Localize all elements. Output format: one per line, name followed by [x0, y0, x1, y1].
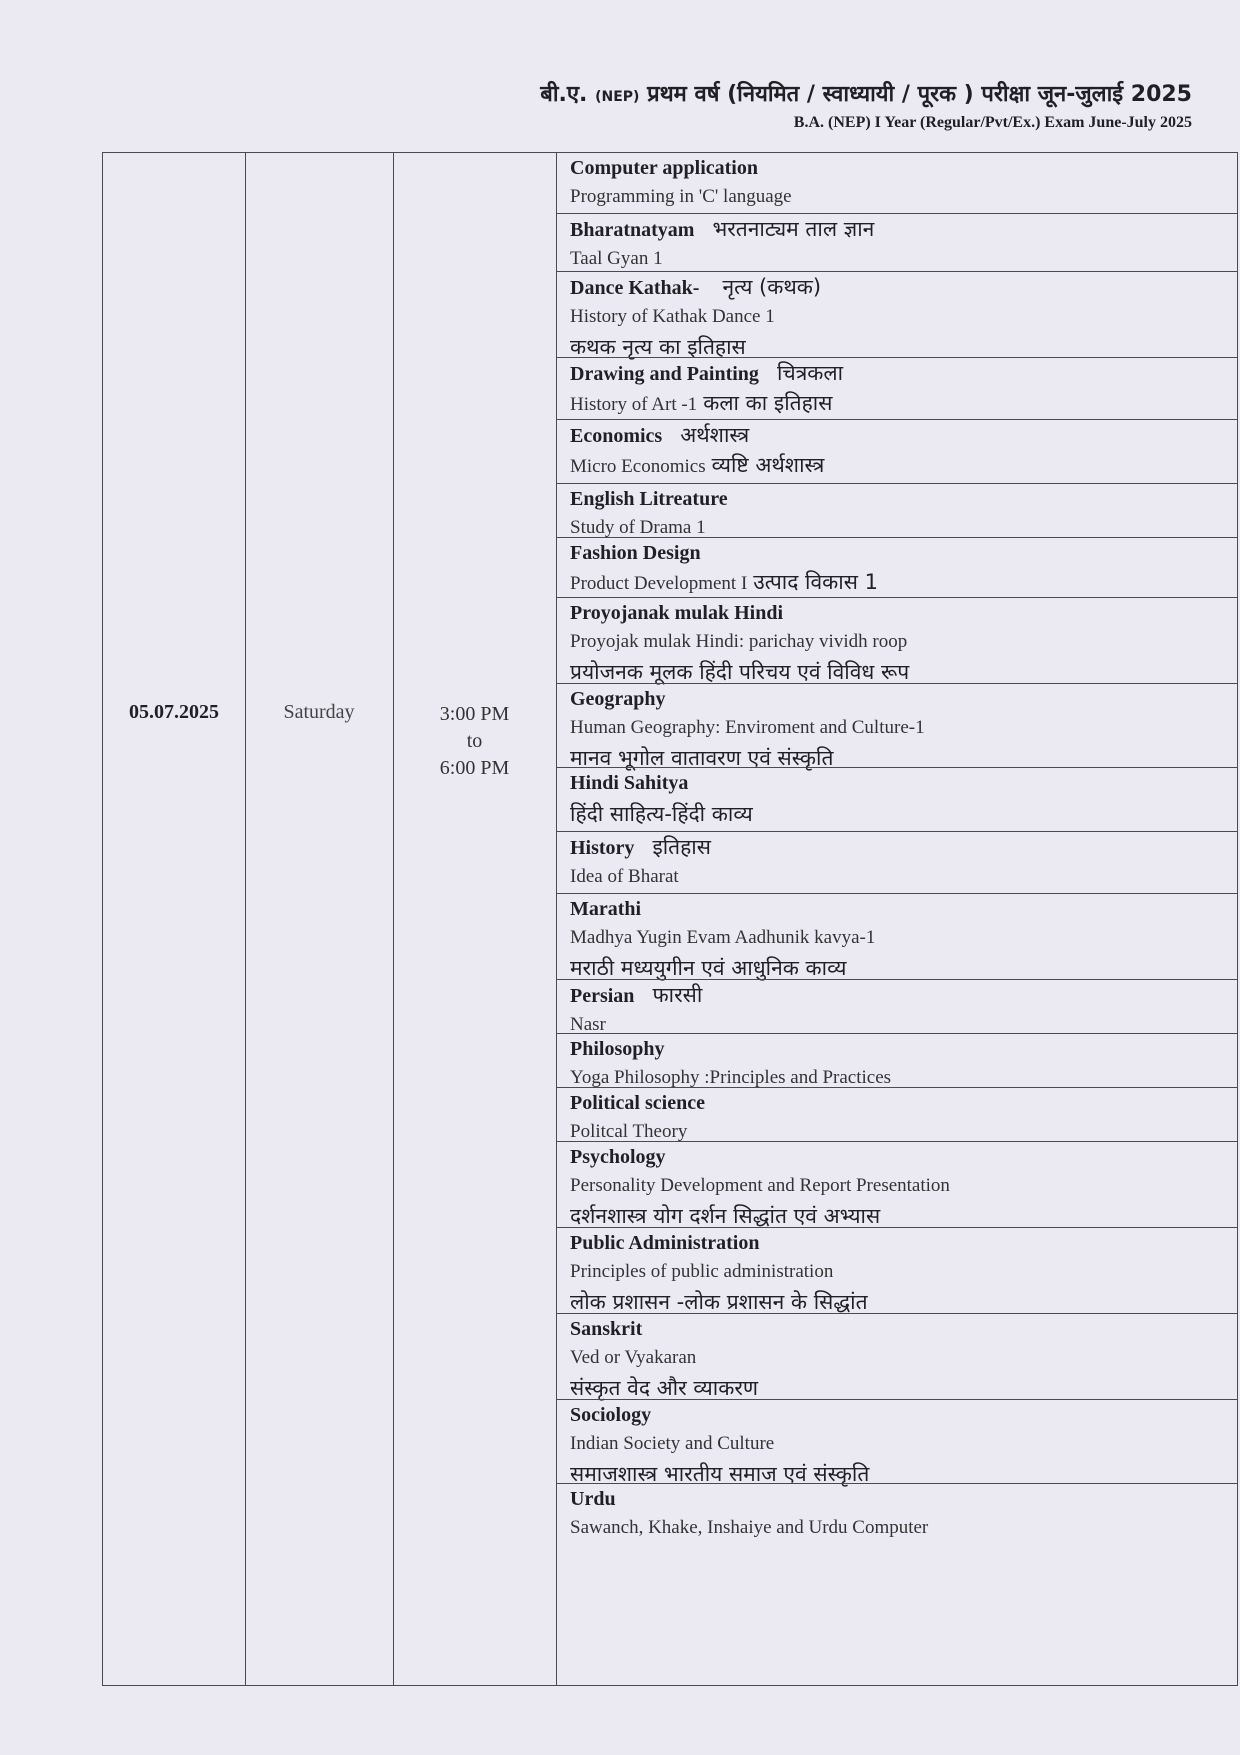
subject-row: [556, 1483, 1237, 1539]
subject-row: [556, 1227, 1237, 1313]
subject-row: [556, 419, 1237, 483]
paper-name-text: Idea of Bharat: [570, 866, 679, 887]
paper-hindi-line: मानव भूगोल वातावरण एवं संस्कृति: [570, 746, 834, 770]
subject-row: [556, 1313, 1237, 1399]
subject-title: [570, 420, 1237, 451]
subject-row: [556, 153, 1237, 213]
exam-time: [393, 701, 556, 782]
subject-row: [556, 1087, 1237, 1141]
subject-row: [556, 1033, 1237, 1087]
subject-title-text: Dance Kathak-: [570, 277, 705, 299]
page-header: [540, 78, 1192, 132]
paper-name-text: Taal Gyan 1: [570, 248, 663, 269]
subject-title-text: Urdu: [570, 1488, 616, 1510]
subject-title: [570, 768, 1237, 798]
subject-title-text: Fashion Design: [570, 542, 701, 564]
subject-row: [556, 213, 1237, 271]
exam-schedule-table: [102, 152, 1238, 1686]
paper-name-text: Madhya Yugin Evam Aadhunik kavya-1: [570, 927, 876, 948]
exam-day: Saturday: [283, 701, 355, 723]
paper-name-text: Principles of public administration: [570, 1261, 834, 1282]
subject-title: [570, 153, 1237, 183]
paper-name-text: Politcal Theory: [570, 1121, 688, 1142]
paper-name: [570, 863, 1237, 891]
subject-title-hindi: फारसी: [652, 983, 703, 1007]
time-column: [393, 153, 557, 1685]
subject-row: [556, 683, 1237, 770]
paper-name-text: Study of Drama 1: [570, 517, 706, 538]
subject-title-text: Psychology: [570, 1146, 666, 1168]
subject-title-hindi: अर्थशास्त्र: [680, 423, 750, 447]
subject-title-hindi: चित्रकला: [776, 361, 844, 385]
subject-title: [570, 1400, 1237, 1430]
paper-name-text: Proyojak mulak Hindi: parichay vividh roop: [570, 631, 908, 652]
paper-name: [570, 451, 1237, 481]
paper-hindi-line: संस्कृत वेद और व्याकरण: [570, 1376, 759, 1400]
subject-title: [570, 598, 1237, 628]
paper-name-hindi: कला का इतिहास: [703, 391, 833, 415]
subject-title-text: Sociology: [570, 1404, 652, 1426]
paper-name: [570, 1172, 1237, 1200]
paper-name: [570, 1344, 1237, 1372]
subject-title: [570, 684, 1237, 714]
paper-name: [570, 245, 1237, 273]
paper-name-text: Indian Society and Culture: [570, 1433, 775, 1454]
paper-name-text: Product Development I: [570, 573, 748, 594]
paper-name-text: Human Geography: Enviroment and Culture-1: [570, 717, 925, 738]
paper-name: [570, 303, 1237, 331]
paper-hindi-line: कथक नृत्य का इतिहास: [570, 335, 746, 359]
paper-name-text: History of Kathak Dance 1: [570, 306, 775, 327]
subject-title: [570, 1142, 1237, 1172]
subject-row: [556, 831, 1237, 893]
time-end: 6:00 PM: [439, 757, 510, 779]
subject-title-hindi: इतिहास: [652, 835, 711, 859]
subject-title: [570, 1314, 1237, 1344]
subject-title: [570, 272, 1237, 303]
paper-name: [570, 628, 1237, 656]
paper-name-text: Yoga Philosophy :Principles and Practices: [570, 1067, 892, 1088]
subject-row: [556, 357, 1237, 419]
subject-title-text: Persian: [570, 985, 635, 1007]
subject-row: [556, 597, 1237, 683]
subject-title-text: Bharatnatyam: [570, 219, 695, 241]
subject-row: [556, 1141, 1237, 1227]
header-hindi-title: प्रथम वर्ष (नियमित / स्वाध्यायी / पूरक ) परीक्षा जून-जुलाई 2025: [647, 82, 1192, 107]
paper-name: [570, 568, 1237, 598]
day-column: [245, 153, 394, 1685]
paper-hindi-line: दर्शनशास्त्र योग दर्शन सिद्धांत एवं अभ्यास: [570, 1204, 881, 1228]
paper-name-text: Programming in 'C' language: [570, 186, 792, 207]
paper-name-text: Ved or Vyakaran: [570, 1347, 697, 1368]
header-hindi: [540, 78, 1192, 108]
subject-title-hindi: भरतनाट्यम ताल ज्ञान: [712, 217, 875, 241]
header-english: B.A. (NEP) I Year (Regular/Pvt/Ex.) Exam June-July 2025: [793, 114, 1192, 131]
subject-title-text: Drawing and Painting: [570, 363, 759, 385]
subject-row: [556, 271, 1237, 357]
subject-title-text: Philosophy: [570, 1038, 665, 1060]
exam-date: 05.07.2025: [129, 701, 219, 723]
time-start: 3:00 PM: [439, 703, 510, 725]
subject-title-text: Proyojanak mulak Hindi: [570, 602, 784, 624]
paper-name-text: History of Art -1: [570, 394, 698, 415]
subject-title-text: Sanskrit: [570, 1318, 643, 1340]
time-to: to: [466, 730, 483, 752]
date-column: [103, 153, 246, 1685]
subject-row: [556, 1399, 1237, 1486]
subject-title-text: History: [570, 837, 635, 859]
subject-title-text: Political science: [570, 1092, 705, 1114]
subject-title-text: Economics: [570, 425, 663, 447]
subject-title: [570, 1228, 1237, 1258]
subject-title-text: Hindi Sahitya: [570, 772, 689, 794]
subjects-column: [556, 153, 1237, 1685]
subject-title-text: Public Administration: [570, 1232, 760, 1254]
paper-hindi-line: मराठी मध्ययुगीन एवं आधुनिक काव्य: [570, 956, 847, 980]
subject-title: [570, 980, 1237, 1011]
subject-row: [556, 767, 1237, 831]
subject-title: [570, 1088, 1237, 1118]
subject-title: [570, 484, 1237, 514]
paper-name-text: Micro Economics: [570, 456, 706, 477]
subject-title-text: Computer application: [570, 157, 758, 179]
subject-title: [570, 214, 1237, 245]
subject-title-hindi: नृत्य (कथक): [722, 275, 822, 299]
subject-title: [570, 358, 1237, 389]
subject-title-text: Marathi: [570, 898, 642, 920]
paper-name: [570, 389, 1237, 419]
subject-title-text: English Litreature: [570, 488, 728, 510]
header-hindi-nep: (NEP): [595, 89, 640, 105]
paper-name-text: Nasr: [570, 1014, 606, 1035]
paper-hindi-line: हिंदी साहित्य-हिंदी काव्य: [570, 802, 753, 826]
subject-title: [570, 894, 1237, 924]
subject-title: [570, 538, 1237, 568]
paper-name: [570, 714, 1237, 742]
paper-name-text: Sawanch, Khake, Inshaiye and Urdu Computer: [570, 1517, 929, 1538]
subject-row: [556, 979, 1237, 1033]
paper-hindi-line: प्रयोजनक मूलक हिंदी परिचय एवं विविध रूप: [570, 660, 910, 684]
header-hindi-prefix: बी.ए.: [540, 82, 588, 107]
paper-hindi-line: समाजशास्त्र भारतीय समाज एवं संस्कृति: [570, 1462, 870, 1486]
subject-row: [556, 537, 1237, 597]
paper-name: [570, 1514, 1237, 1542]
paper-name: [570, 924, 1237, 952]
paper-name-hindi: उत्पाद विकास 1: [753, 570, 878, 594]
paper-name: [570, 1430, 1237, 1458]
paper-name: [570, 1258, 1237, 1286]
paper-name: [570, 183, 1237, 211]
subject-title-text: Geography: [570, 688, 666, 710]
subject-title: [570, 832, 1237, 863]
subject-row: [556, 893, 1237, 979]
paper-name-text: Personality Development and Report Presentation: [570, 1175, 950, 1196]
subject-row: [556, 483, 1237, 537]
subject-title: [570, 1484, 1237, 1514]
paper-hindi-line: लोक प्रशासन -लोक प्रशासन के सिद्धांत: [570, 1290, 868, 1314]
subject-title: [570, 1034, 1237, 1064]
paper-name-hindi: व्यष्टि अर्थशास्त्र: [711, 453, 825, 477]
